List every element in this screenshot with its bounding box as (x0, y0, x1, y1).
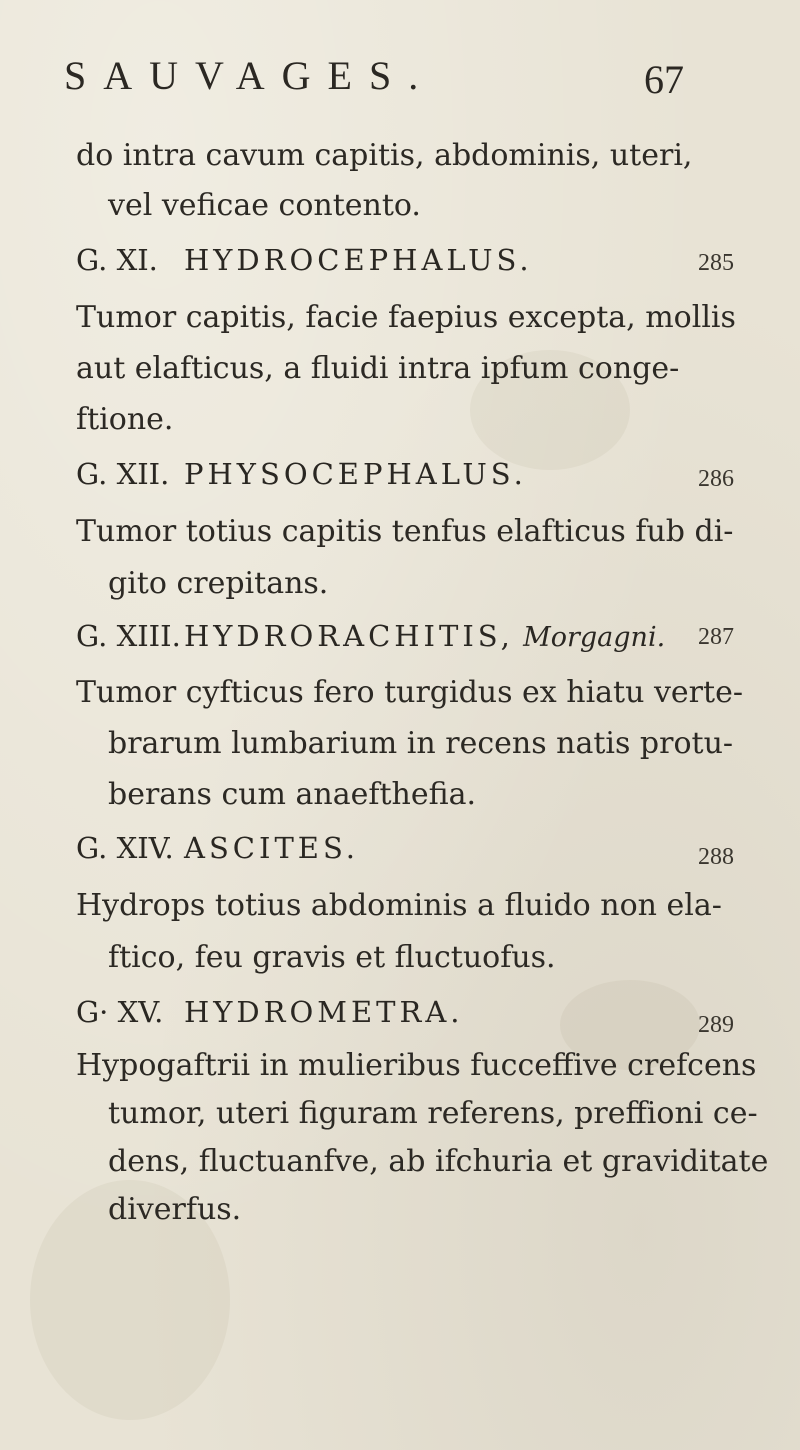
genus-heading (76, 618, 665, 656)
side-number: 286 (698, 466, 734, 492)
text-line: brarum lumbarium in recens natis protu- (108, 726, 734, 761)
genus-number: G. XII. (76, 457, 170, 491)
text-line: gito crepitans. (108, 566, 329, 601)
text-line: Tumor totius capitis tenfus elafticus fub di- (76, 514, 734, 549)
genus-heading (76, 994, 464, 1030)
text-line: Hydrops totius abdominis a fluido non ela- (76, 888, 722, 923)
genus-number: G. XI. (76, 243, 158, 277)
text-line: Tumor cyfticus fero turgidus ex hiatu verte- (76, 675, 743, 710)
page-header (64, 52, 684, 112)
text-line: vel veficae contento. (108, 188, 421, 223)
text-line: berans cum anaefthefia. (108, 777, 477, 812)
genus-number: G. XIII. (76, 619, 181, 653)
genus-heading (76, 456, 527, 492)
side-number: 287 (698, 624, 734, 650)
side-number: 288 (698, 844, 734, 870)
genus-name: HYDROCEPHALUS. (184, 243, 533, 277)
text-line: dens, fluctuanfve, ab ifchuria et graviditate (108, 1144, 769, 1179)
genus-name: ASCITES. (184, 831, 360, 865)
text-line: diverfus. (108, 1192, 242, 1227)
page-number: 67 (644, 57, 684, 102)
text-line: Hypogaftrii in mulieribus fucceffive crefcens (76, 1048, 757, 1083)
genus-name: HYDRORACHITIS, (184, 619, 514, 653)
text-line: aut elafticus, a fluidi intra ipfum conge- (76, 351, 680, 386)
side-number: 289 (698, 1012, 734, 1038)
side-number: 285 (698, 250, 734, 276)
text-line: ftico, feu gravis et fluctuofus. (108, 940, 556, 975)
genus-author: Morgagni. (523, 622, 666, 653)
genus-number: G. XIV. (76, 831, 174, 865)
text-line: do intra cavum capitis, abdominis, uteri, (76, 138, 693, 173)
genus-number: G· XV. (76, 995, 164, 1029)
text-line: Tumor capitis, facie faepius excepta, mollis (76, 300, 736, 335)
genus-heading (76, 830, 359, 866)
text-line: ftione. (76, 402, 174, 437)
genus-heading (76, 242, 533, 278)
text-line: tumor, uteri figuram referens, preffioni ce- (108, 1096, 758, 1131)
genus-name: PHYSOCEPHALUS. (184, 457, 527, 491)
genus-name: HYDROMETRA. (184, 995, 464, 1029)
running-title: SAUVAGES. (64, 53, 436, 98)
